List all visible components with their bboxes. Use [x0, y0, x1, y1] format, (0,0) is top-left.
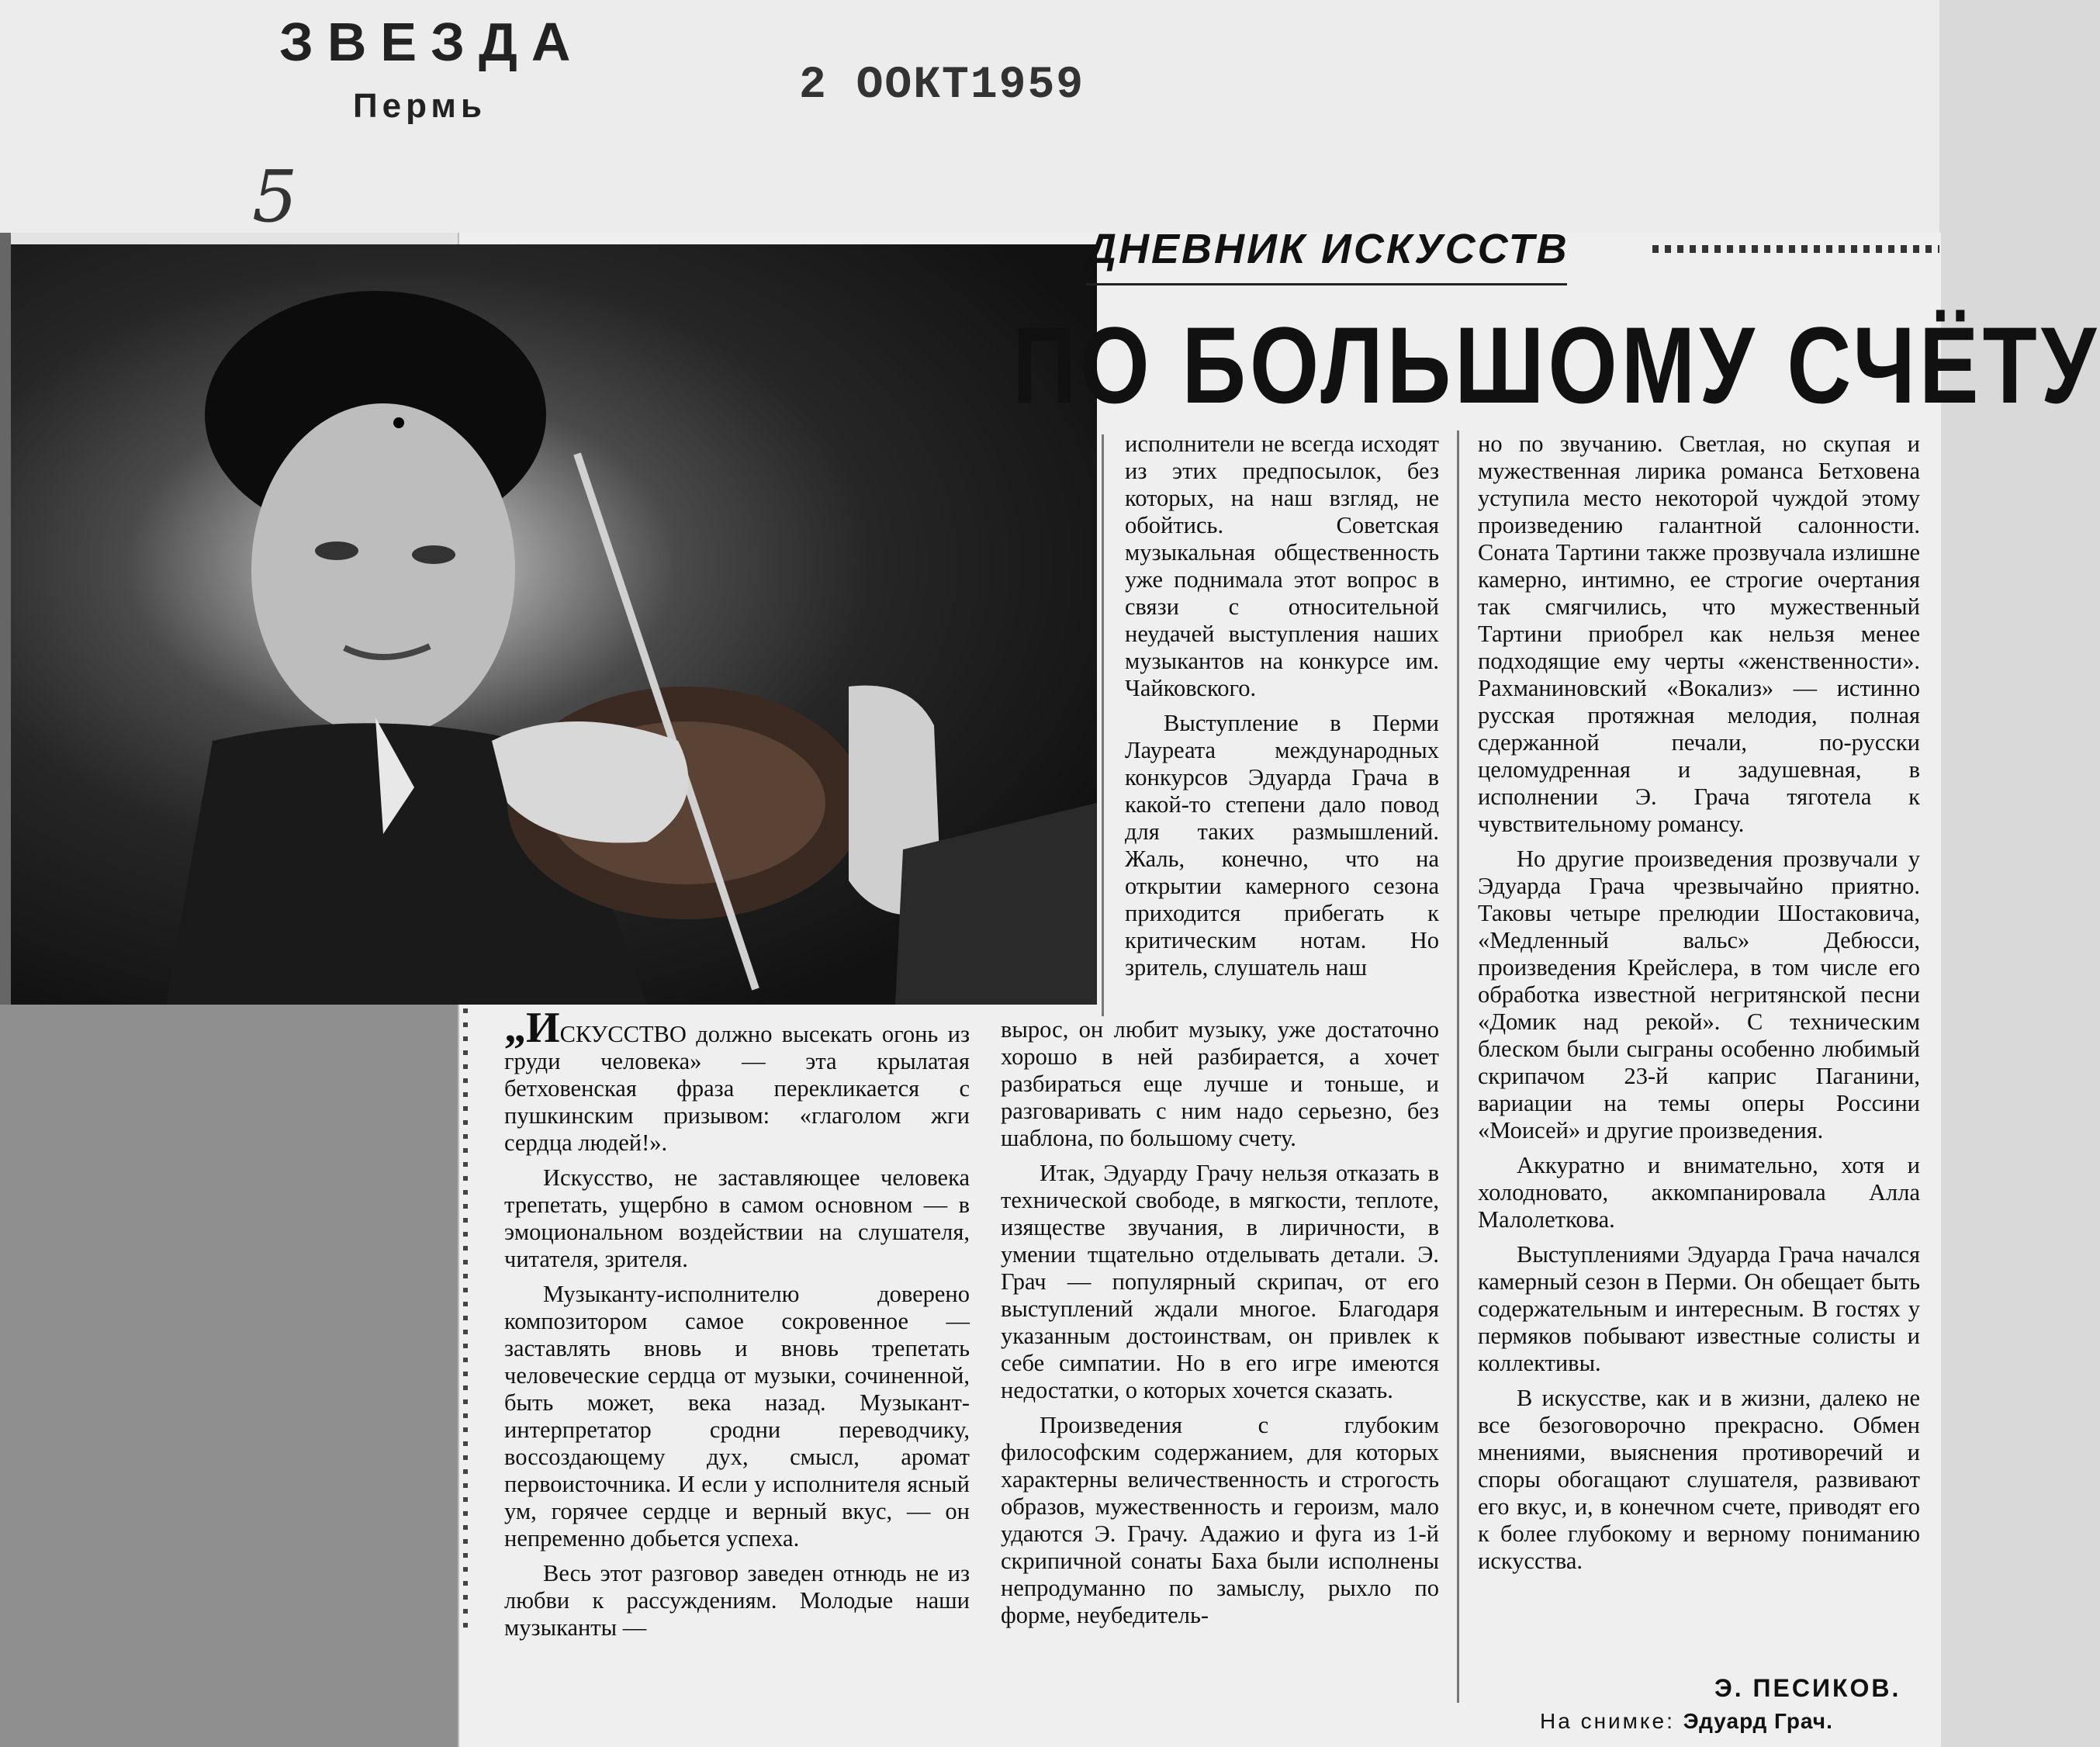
paragraph: вырос, он любит музыку, уже достаточно хорошо в ней разбирается, а хочет разбираться еще лучше и тоньше, и разговаривать с ним надо серьезно, без шаблона, по большому счету.: [1001, 1016, 1439, 1151]
rubric-underline: [1086, 283, 1567, 285]
rubric-dotted-rule: [1652, 245, 1939, 253]
photo-column-rule: [1102, 434, 1104, 1016]
column-rule-right: [1457, 431, 1459, 1703]
paragraph: Итак, Эдуарду Грачу нельзя отказать в технической свободе, в мягкости, теплоте, изяществе звучания, в лиричности, в умении тщательно отделывать детали. Э. Грач — популярный скрипач, от его выступлений ждали многое. Благодаря указанным достоинствам, он привлек к себе симпатии. Но в его игре имеются недостатки, о которых хочется сказать.: [1001, 1160, 1439, 1403]
lead-paragraph: [504, 1004, 970, 1157]
paragraph: В искусстве, как и в жизни, далеко не все безоговорочно прекрасно. Обмен мнениями, выяснения противоречий и споры обогащают слушателя, развивают его вкус, и, в конечном счете, приводят его к более глубокому и верному пониманию искусства.: [1478, 1385, 1920, 1574]
paragraph: исполнители не всегда исходят из этих предпосылок, без которых, на наш взгляд, не обойтись. Советская музыкальная общественность уже поднимала этот вопрос в связи с относительной неудачей выступления наших музыкантов на конкурсе им. Чайковского.: [1125, 431, 1439, 701]
handwritten-number: 5: [252, 155, 298, 238]
article-column-2: [1001, 1016, 1439, 1629]
backing-board: [0, 1005, 458, 1747]
left-dotted-rule: [463, 1008, 468, 1629]
photo-caption: [1540, 1709, 1833, 1734]
newspaper-stamp: ЗВЕЗДА: [279, 12, 585, 72]
paragraph: Весь этот разговор заведен отнюдь не из любви к рассуждениям. Молодые наши музыканты —: [504, 1560, 970, 1641]
paragraph: Музыканту-исполнителю доверено композитором самое сокровенное — заставлять вновь и вновь трепетать человеческие сердца от музыки, сочиненной, быть может, века назад. Музыкант-интерпретатор сродни переводчику, воссоздающему дух, смысл, аромат первоисточника. И если у исполнителя ясный ум, горячее сердце и верный вкус, — он непременно добьется успеха.: [504, 1281, 970, 1552]
article-column-2-top: [1125, 431, 1439, 981]
paragraph: но по звучанию. Светлая, но скупая и мужественная лирика романса Бетховена уступила место некоторой чуждой этому произведению галантной салонности. Соната Тартини также прозвучала излишне камерно, интимно, ее строгие очертания так смягчились, что мужественный Тартини приобрел как нельзя менее подходящие ему черты «женственности». Рахманиновский «Вокализ» — истинно русская протяжная мелодия, полная сдержанной печали, по-русски целомудренная и задушевная, в исполнении Э. Грача тяготела к чувствительному романсу.: [1478, 431, 1920, 837]
rubric-title: ДНЕВНИК ИСКУССТВ: [1086, 226, 1569, 272]
lead-dropcap: „И: [504, 1004, 560, 1052]
lead-text: СКУССТВО должно высекать огонь из груди человека» — эта крылатая бетховенская фраза перекликается с пушкинским призывом: «глаголом жги сердца людей!».: [504, 1021, 970, 1156]
violinist-photo: [11, 244, 1097, 1005]
headline: ПО БОЛЬШОМУ СЧЁТУ: [1012, 304, 2100, 426]
paragraph: Произведения с глубоким философским содержанием, для которых характерны величественность и строгость образов, мужественность и героизм, мало удаются Э. Грачу. Адажио и фуга из 1-й скрипичной сонаты Баха были исполнены непродуманно по замыслу, рыхло по форме, неубедитель-: [1001, 1412, 1439, 1628]
date-stamp: 2 ООКТ1959: [799, 61, 1085, 111]
backing-edge: [0, 233, 11, 1005]
article-column-1: [504, 1004, 970, 1641]
paragraph: Выступлениями Эдуарда Грача начался камерный сезон в Перми. Он обещает быть содержательным и интересным. В гостях у пермяков побывают известные солисты и коллективы.: [1478, 1241, 1920, 1376]
city-stamp: Пермь: [353, 87, 486, 125]
caption-prefix: На снимке:: [1540, 1709, 1675, 1733]
paragraph: Искусство, не заставляющее человека трепетать, ущербно в самом основном — в эмоциональном воздействии на слушателя, читателя, зрителя.: [504, 1164, 970, 1272]
author-signature: Э. ПЕСИКОВ.: [1714, 1674, 1901, 1702]
article-column-3: [1478, 431, 1920, 1575]
caption-name: Эдуард Грач.: [1683, 1709, 1833, 1733]
paragraph: Выступление в Перми Лауреата международных конкурсов Эдуарда Грача в какой-то степени дало повод для таких размышлений. Жаль, конечно, что на открытии камерного сезона приходится прибегать к критическим нотам. Но зритель, слушатель наш: [1125, 710, 1439, 981]
photo-illustration: [11, 244, 1097, 1005]
paragraph: Аккуратно и внимательно, хотя и холодновато, аккомпанировала Алла Малолеткова.: [1478, 1152, 1920, 1233]
paragraph: Но другие произведения прозвучали у Эдуарда Грача чрезвычайно приятно. Таковы четыре прелюдии Шостаковича, «Медленный вальс» Дебюсси, произведения Крейслера, в том числе его обработка известной негритянской песни «Домик над рекой». С техническим блеском были сыграны особенно любимый скрипачом 23-й каприс Паганини, вариации на темы оперы Россини «Моисей» и другие произведения.: [1478, 846, 1920, 1143]
